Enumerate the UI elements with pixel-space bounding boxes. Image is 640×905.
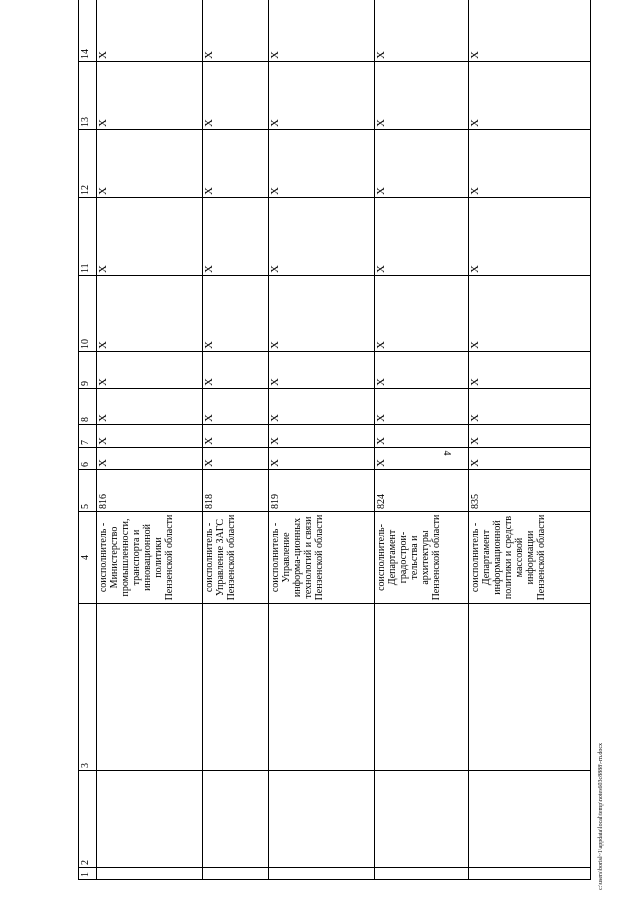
mark-cell: X: [375, 448, 469, 470]
empty-cell: [97, 868, 203, 880]
mark-cell: X: [203, 276, 269, 352]
mark-cell: X: [97, 276, 203, 352]
mark-cell: X: [203, 130, 269, 198]
mark-cell: X: [375, 389, 469, 425]
mark-cell: X: [269, 0, 375, 62]
mark-cell: X: [97, 352, 203, 389]
rotated-table-wrapper: [78, 18, 588, 880]
mark-cell: X: [97, 0, 203, 62]
empty-cell: [203, 604, 269, 771]
header-cell-10: 10: [79, 276, 97, 352]
mark-cell: X: [469, 352, 591, 389]
header-cell-1: 1: [79, 868, 97, 880]
mark-cell: X: [375, 130, 469, 198]
mark-cell: X: [269, 198, 375, 276]
mark-cell: X: [375, 198, 469, 276]
mark-cell: X: [203, 62, 269, 130]
empty-cell: [469, 868, 591, 880]
executor-cell: соисполнитель - Управление информа-ционных технологий и связи Пензенской области: [269, 512, 375, 604]
empty-cell: [269, 868, 375, 880]
table-row: [97, 0, 203, 880]
mark-cell: X: [97, 425, 203, 448]
mark-cell: X: [469, 276, 591, 352]
header-cell-5: 5: [79, 470, 97, 512]
mark-cell: X: [469, 130, 591, 198]
empty-cell: [203, 868, 269, 880]
header-cell-13: 13: [79, 62, 97, 130]
empty-cell: [97, 771, 203, 868]
mark-cell: X: [469, 425, 591, 448]
mark-cell: X: [469, 62, 591, 130]
table-row: [375, 0, 469, 880]
executor-cell: соисполнитель - Министерство промышленности, транспорта и инновационной политики Пензенской области: [97, 512, 203, 604]
mark-cell: X: [203, 389, 269, 425]
code-cell: 816: [97, 470, 203, 512]
header-cell-14: 14: [79, 0, 97, 62]
mark-cell: X: [269, 448, 375, 470]
mark-cell: X: [269, 389, 375, 425]
empty-cell: [269, 604, 375, 771]
table-row: [203, 0, 269, 880]
mark-cell: X: [269, 62, 375, 130]
mark-cell: X: [203, 198, 269, 276]
header-cell-4: 4: [79, 512, 97, 604]
mark-cell: X: [203, 448, 269, 470]
empty-cell: [269, 771, 375, 868]
mark-cell: X: [375, 276, 469, 352]
empty-cell: [469, 604, 591, 771]
page-number: 4: [441, 450, 452, 456]
mark-cell: X: [97, 448, 203, 470]
code-cell: 824: [375, 470, 469, 512]
mark-cell: X: [97, 198, 203, 276]
header-cell-11: 11: [79, 198, 97, 276]
mark-cell: X: [469, 198, 591, 276]
mark-cell: X: [97, 389, 203, 425]
empty-cell: [469, 771, 591, 868]
empty-cell: [375, 771, 469, 868]
mark-cell: X: [269, 276, 375, 352]
executor-cell: соисполнитель - Управление ЗАГС Пензенской области: [203, 512, 269, 604]
mark-cell: X: [97, 130, 203, 198]
mark-cell: X: [469, 448, 591, 470]
executor-cell: соисполнитель - Департамент информационной политики и средств массовой информации Пензенской области: [469, 512, 591, 604]
mark-cell: X: [269, 352, 375, 389]
mark-cell: X: [375, 352, 469, 389]
header-cell-3: 3: [79, 604, 97, 771]
code-cell: 835: [469, 470, 591, 512]
mark-cell: X: [203, 352, 269, 389]
table-row: [469, 0, 591, 880]
header-cell-7: 7: [79, 425, 97, 448]
mark-cell: X: [203, 0, 269, 62]
header-cell-2: 2: [79, 771, 97, 868]
table-row: [269, 0, 375, 880]
mark-cell: X: [469, 389, 591, 425]
code-cell: 818: [203, 470, 269, 512]
empty-cell: [375, 604, 469, 771]
footer-file-path: c:\users\borisl~1\appdata\local\temp\notes603c8888\-rn.docx: [598, 742, 604, 890]
header-cell-9: 9: [79, 352, 97, 389]
empty-cell: [375, 868, 469, 880]
mark-cell: X: [203, 425, 269, 448]
code-cell: 819: [269, 470, 375, 512]
mark-cell: X: [375, 62, 469, 130]
mark-cell: X: [269, 130, 375, 198]
empty-cell: [97, 604, 203, 771]
header-cell-6: 6: [79, 448, 97, 470]
header-cell-8: 8: [79, 389, 97, 425]
mark-cell: X: [375, 425, 469, 448]
mark-cell: X: [269, 425, 375, 448]
header-row: [79, 0, 97, 880]
executor-cell: соисполнитель- Департамент градострои-тельства и архитектуры Пензенской области: [375, 512, 469, 604]
mark-cell: X: [375, 0, 469, 62]
mark-cell: X: [97, 62, 203, 130]
mark-cell: X: [469, 0, 591, 62]
header-cell-12: 12: [79, 130, 97, 198]
empty-cell: [203, 771, 269, 868]
executors-table: [78, 0, 591, 880]
